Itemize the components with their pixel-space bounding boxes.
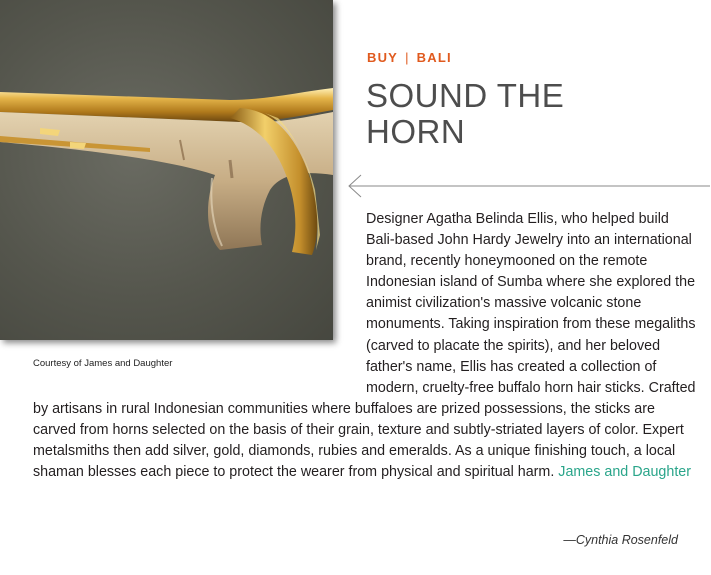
article-body [33,209,698,483]
photo-caption: Courtesy of James and Daughter [33,358,173,369]
photo-float-spacer [33,209,366,383]
source-link[interactable]: James and Daughter [558,464,692,481]
location-label[interactable]: BALI [416,50,452,65]
article-title [366,78,696,150]
title-line-2: HORN [366,113,466,150]
article-body-text: Designer Agatha Belinda Ellis, who helped build Bali-based John Hardy Jewelry into an international brand, recently honeymooned on the remote Indonesian island of Sumba where she explored the animist civilization's massive volcanic stone monuments. Taking inspiration from these megaliths (carved to placate the spirits), and her beloved father's name, Ellis has created a collection of modern, cruelty-free buffalo horn hair sticks. Crafted by artisans in rural Indonesian communities where buffaloes are prized possessions, the sticks are carved from horns selected on the basis of their grain, texture and subtly-striated layers of color. Expert metalsmiths then add silver, gold, diamonds, rubies and emeralds. As a unique finishing touch, a local shaman blesses each piece to protect the wearer from physical and spiritual harm. [33,211,696,481]
arrow-left-icon [346,173,710,199]
category-label[interactable]: BUY [367,50,399,65]
author-byline: —Cynthia Rosenfeld [563,533,678,547]
section-kicker [367,50,452,65]
title-line-1: SOUND THE [366,77,565,114]
kicker-separator: | [405,50,410,65]
